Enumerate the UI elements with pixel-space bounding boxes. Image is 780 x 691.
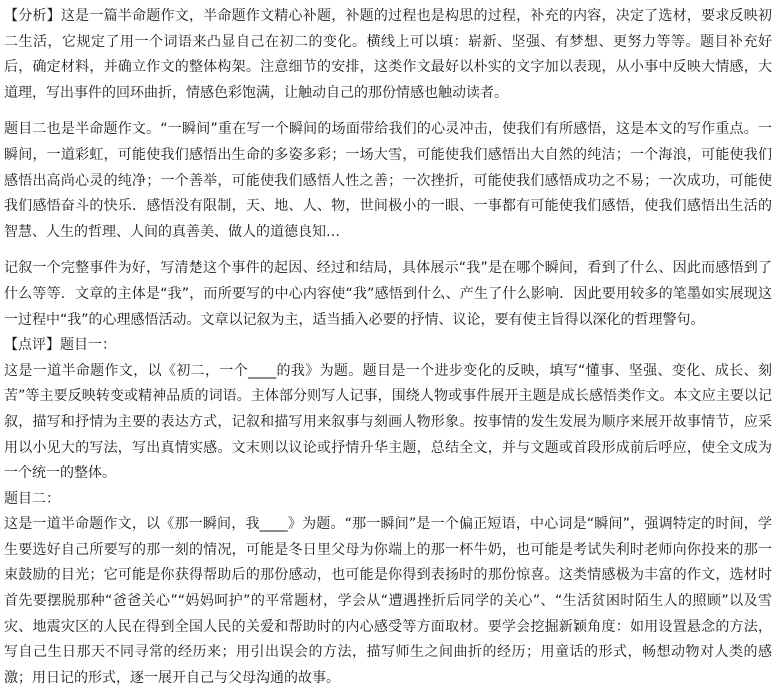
comment-heading: 【点评】题目一： (4, 337, 116, 354)
comment-paragraph-2: 这是一道半命题作文，以《那一瞬间，我____》为题。“那一瞬间”是一个偏正短语，中心词是“瞬间”，强调特定的时间，学生要选好自己所要写的那一刻的情况，可能是冬日里父母为你端上的那一杯牛奶，也可能是考试失利时老师向你投来的那一束鼓励的目光；它可能是你获得帮助后的那份感动，也可能是你得到表扬时的那份惊喜。这类情感极为丰富的作文，选材时首先要摆脱那种“爸爸关心”“妈妈呵护”的平常题材，学会从“遭遇挫折后同学的关心”、“生活贫困时陌生人的照顾”以及雪灾、地震灾区的人民在得到全国人民的关爱和帮助时的内心感受等方面取材。要学会挖掘新颖角度：如用设置悬念的方法，写自己生日那天不同寻常的经历来；用引出误会的方法，描写师生之间曲折的经历；用童话的形式，畅想动物对人类的感激；用日记的形式，逐一展开自己与父母沟通的故事。 (4, 516, 772, 686)
comment-heading-2: 题目二： (4, 490, 60, 507)
comment-paragraph-1: 这是一道半命题作文，以《初二，一个____的我》为题。题目是一个进步变化的反映，填写“懂事、坚强、变化、成长、刻苦”等主要反映转变或精神品质的词语。主体部分则写人记事，围绕人物或事件展开主题是成长感悟类作文。本文应主要以记叙，描写和抒情为主要的表达方式，记叙和描写用来叙事与刻画人物形象。按事情的发生发展为顺序来展开故事情节，应采用以小见大的写法，写出真情实感。文末则以议论或抒情升华主题，总结全文，并与文题或首段形成前后呼应，使全文成为一个统一的整体。 (4, 362, 772, 482)
analysis-paragraph-2: 题目二也是半命题作文。“一瞬间”重在写一个瞬间的场面带给我们的心灵冲击，使我们有所感悟，这是本文的写作重点。一瞬间，一道彩虹，可能使我们感悟出生命的多姿多彩；一场大雪，可能使我们感悟出大自然的纯洁；一个海浪，可能使我们感悟出高尚心灵的纯净；一个善举，可能使我们感悟人性之善；一次挫折，可能使我们感悟成功之不易；一次成功，可能使我们感悟奋斗的快乐．感悟没有限制，天、地、人、物，世间极小的一眼、一事都有可能使我们感悟，使我们感悟出生活的智慧、人生的哲理、人间的真善美、做人的道德良知… (4, 121, 772, 240)
analysis-paragraph-3: 记叙一个完整事件为好，写清楚这个事件的起因、经过和结局，具体展示“我”是在哪个瞬间，看到了什么、因此而感悟到了什么等等．文章的主体是“我”，而所要写的中心内容使“我”感悟到什么、产生了什么影响．因此要用较多的笔墨如实展现这一过程中“我”的心理感悟活动。文章以记叙为主，适当插入必要的抒情、议论，要有使主旨得以深化的哲理警句。 (4, 260, 772, 328)
analysis-paragraph-1: 【分析】这是一篇半命题作文，半命题作文精心补题，补题的过程也是构思的过程，补充的内容，决定了选材，要求反映初二生活，它规定了用一个词语来凸显自己在初二的变化。横线上可以填：崭新、坚强、有梦想、更努力等等。题目补充好后，确定材料，并确立作文的整体构架。注意细节的安排，这类作文最好以朴实的文字加以表现，从小事中反映大情感，大道理，写出事件的回环曲折，情感色彩饱满，让触动自己的那份情感也触动读者。 (4, 8, 772, 101)
